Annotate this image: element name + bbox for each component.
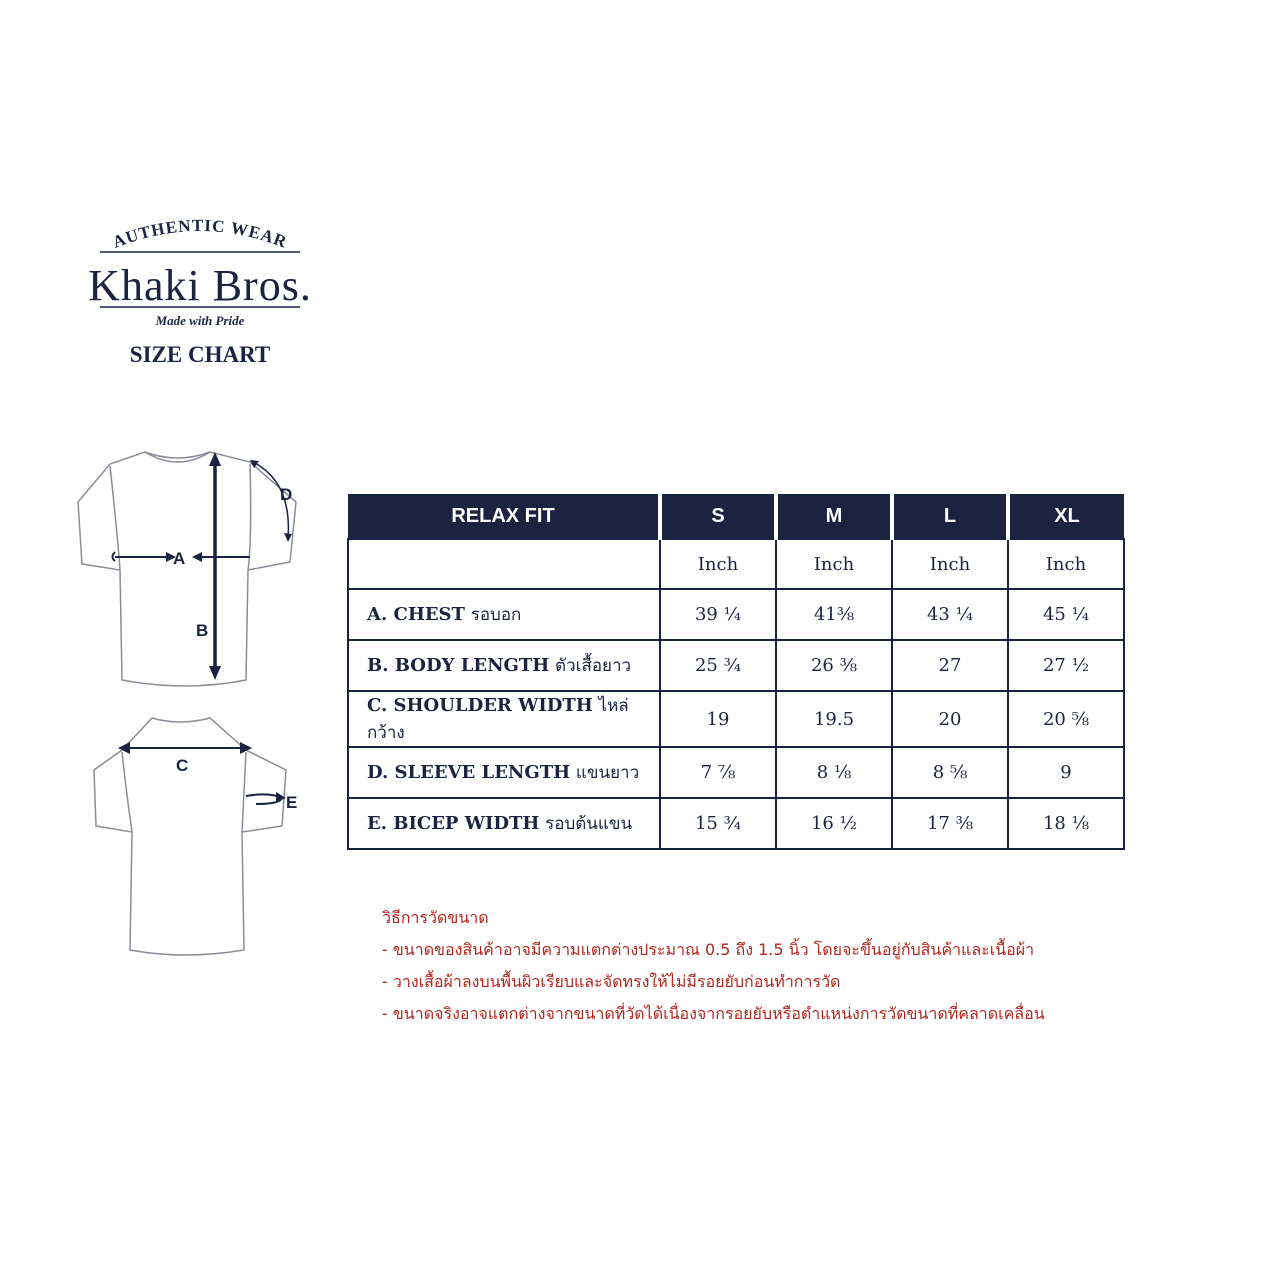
value-cell: 17 ⅜	[892, 798, 1008, 849]
row-label-th: รอบอก	[470, 605, 522, 625]
front-shirt-illustration	[78, 452, 296, 686]
row-label-th: รอบต้นแขน	[545, 814, 633, 834]
table-row-body-length	[348, 640, 1124, 691]
unit-cell: Inch	[1008, 539, 1124, 589]
row-label-en: D. SLEEVE LENGTH	[367, 762, 571, 783]
notes-heading: วิธีการวัดขนาด	[382, 908, 489, 927]
shoulder-measure-line	[118, 742, 252, 754]
unit-cell: Inch	[892, 539, 1008, 589]
unit-row	[348, 539, 1124, 589]
table-row-sleeve-length	[348, 747, 1124, 798]
note-item: - ขนาดของสินค้าอาจมีความแตกต่างประมาณ 0.5 ถึง 1.5 นิ้ว โดยจะขึ้นอยู่กับสินค้าและเนื้อผ้า	[382, 940, 1035, 959]
row-label-en: E. BICEP WIDTH	[367, 813, 540, 834]
unit-cell: Inch	[660, 539, 776, 589]
fit-header: RELAX FIT	[348, 494, 660, 539]
row-label-en: B. BODY LENGTH	[367, 655, 550, 676]
value-cell: 25 ¾	[660, 640, 776, 691]
value-cell: 7 ⅞	[660, 747, 776, 798]
value-cell: 27 ½	[1008, 640, 1124, 691]
value-cell: 18 ⅛	[1008, 798, 1124, 849]
row-label-en: C. SHOULDER WIDTH	[367, 695, 593, 716]
label-d: D	[280, 485, 293, 504]
row-label	[348, 691, 660, 747]
table-row-bicep-width	[348, 798, 1124, 849]
bicep-measure-line	[246, 792, 286, 804]
value-cell: 39 ¼	[660, 589, 776, 640]
row-label	[348, 589, 660, 640]
value-cell: 45 ¼	[1008, 589, 1124, 640]
size-header-s: S	[660, 494, 776, 539]
value-cell: 16 ½	[776, 798, 892, 849]
row-label	[348, 798, 660, 849]
label-e: E	[286, 793, 298, 812]
brand-name: Khaki Bros.	[88, 261, 312, 310]
table-row-shoulder-width	[348, 691, 1124, 747]
back-shirt-illustration	[94, 718, 286, 955]
row-label-th: แขนยาว	[575, 763, 640, 783]
size-header-l: L	[892, 494, 1008, 539]
body-length-measure-line	[209, 452, 221, 680]
logo-arc-text: AUTHENTIC WEAR	[110, 215, 290, 252]
value-cell: 20 ⅝	[1008, 691, 1124, 747]
row-label-th: ตัวเสื้อยาว	[555, 656, 632, 676]
row-label-en: A. CHEST	[367, 604, 465, 625]
brand-logo	[60, 205, 340, 375]
value-cell: 15 ¾	[660, 798, 776, 849]
row-label-th: ไหล่กว้าง	[367, 696, 629, 743]
value-cell: 43 ¼	[892, 589, 1008, 640]
value-cell: 8 ⅛	[776, 747, 892, 798]
value-cell: 8 ⅝	[892, 747, 1008, 798]
measuring-notes	[382, 902, 1242, 1030]
size-header-m: M	[776, 494, 892, 539]
value-cell: 9	[1008, 747, 1124, 798]
note-item: - ขนาดจริงอาจแตกต่างจากขนาดที่วัดได้เนื่องจากรอยยับหรือตำแหน่งการวัดขนาดที่คลาดเคลื่อน	[382, 1004, 1045, 1023]
brand-tagline: Made with Pride	[155, 313, 245, 328]
note-item: - วางเสื้อผ้าลงบนพื้นผิวเรียบและจัดทรงให้ไม่มีรอยยับก่อนทำการวัด	[382, 972, 841, 991]
label-b: B	[196, 621, 209, 640]
value-cell: 26 ⅜	[776, 640, 892, 691]
table-header-row	[348, 494, 1124, 539]
value-cell: 19	[660, 691, 776, 747]
value-cell: 27	[892, 640, 1008, 691]
row-label	[348, 640, 660, 691]
size-table	[347, 494, 1125, 850]
value-cell: 41⅜	[776, 589, 892, 640]
label-a: A	[173, 549, 186, 568]
unit-cell: Inch	[776, 539, 892, 589]
unit-row-label	[348, 539, 660, 589]
table-row-chest	[348, 589, 1124, 640]
shirt-measurement-diagram	[60, 430, 360, 970]
row-label	[348, 747, 660, 798]
page-title: SIZE CHART	[129, 342, 271, 367]
size-header-xl: XL	[1008, 494, 1124, 539]
value-cell: 20	[892, 691, 1008, 747]
label-c: C	[176, 756, 189, 775]
value-cell: 19.5	[776, 691, 892, 747]
